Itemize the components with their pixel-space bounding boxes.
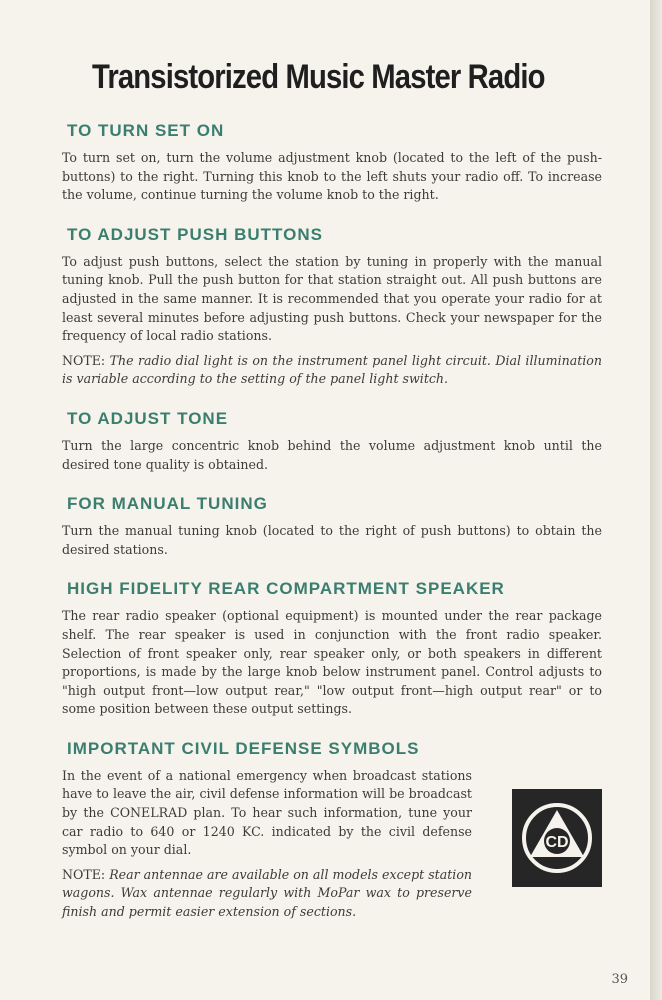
section-body: To adjust push buttons, select the station by tuning in properly with the manual tuning knob. Pull the push button for that station straight out. All push buttons are adjusted in the same manner. It is recommended that you operate your radio for at least several minutes before adjusting push buttons. Check your newspaper for the frequency of local radio stations. bbox=[62, 253, 602, 344]
note-label: NOTE: bbox=[62, 352, 106, 368]
page-title: Transistorized Music Master Radio bbox=[92, 58, 545, 96]
section-body: In the event of a national emergency when broadcast stations have to leave the air, civil defense information will be broadcast by the CONELRAD plan. To hear such information, tune your car radio to 640 or 1240 KC. indicated by the civil defense symbol on your dial. bbox=[62, 767, 472, 858]
section-adjust-push-buttons bbox=[62, 225, 602, 389]
civil-defense-text bbox=[62, 767, 472, 922]
page-content bbox=[62, 58, 602, 942]
section-heading: HIGH FIDELITY REAR COMPARTMENT SPEAKER bbox=[67, 579, 505, 599]
note-label: NOTE: bbox=[62, 866, 106, 882]
cd-letters: CD bbox=[545, 833, 569, 851]
section-body: Turn the manual tuning knob (located to the right of push buttons) to obtain the desired stations. bbox=[62, 523, 602, 557]
section-heading: TO ADJUST PUSH BUTTONS bbox=[67, 224, 323, 244]
page-number: 39 bbox=[611, 972, 628, 987]
section-adjust-tone bbox=[62, 409, 602, 474]
section-body: To turn set on, turn the volume adjustment knob (located to the left of the push-buttons) to the right. Turning this knob to the left shuts your radio off. To increase the volume, continue turning the volume knob to the right. bbox=[62, 150, 602, 203]
binding-edge bbox=[650, 0, 662, 1000]
civil-defense-symbol-icon bbox=[512, 789, 602, 887]
section-note bbox=[62, 866, 472, 922]
section-heading: TO ADJUST TONE bbox=[67, 408, 229, 428]
section-rear-speaker bbox=[62, 579, 602, 719]
section-body: The rear radio speaker (optional equipment) is mounted under the rear package shelf. The rear speaker is used in conjunction with the front radio speaker. Selection of front speaker only, rear speaker only, or both speakers in different proportions, is made by the large knob below instrument panel. Control adjusts to "high output front—low output rear," "low output front—high output rear" or to some position between these output settings. bbox=[62, 608, 602, 717]
section-heading: TO TURN SET ON bbox=[67, 121, 225, 140]
note-text: The radio dial light is on the instrument panel light circuit. Dial illumination is variable according to the setting of the panel light switch. bbox=[62, 352, 602, 387]
section-body: Turn the large concentric knob behind the volume adjustment knob until the desired tone quality is obtained. bbox=[62, 437, 602, 472]
section-turn-set-on bbox=[62, 121, 602, 205]
section-note bbox=[62, 352, 602, 389]
note-text: Rear antennae are available on all models except station wagons. Wax antennae regularly with MoPar wax to preserve finish and permit easier extension of sections. bbox=[62, 866, 473, 920]
section-civil-defense bbox=[62, 739, 602, 922]
section-heading: FOR MANUAL TUNING bbox=[67, 494, 268, 514]
cd-triangle-icon bbox=[521, 802, 593, 874]
section-heading: IMPORTANT CIVIL DEFENSE SYMBOLS bbox=[67, 738, 420, 758]
section-manual-tuning bbox=[62, 494, 602, 559]
